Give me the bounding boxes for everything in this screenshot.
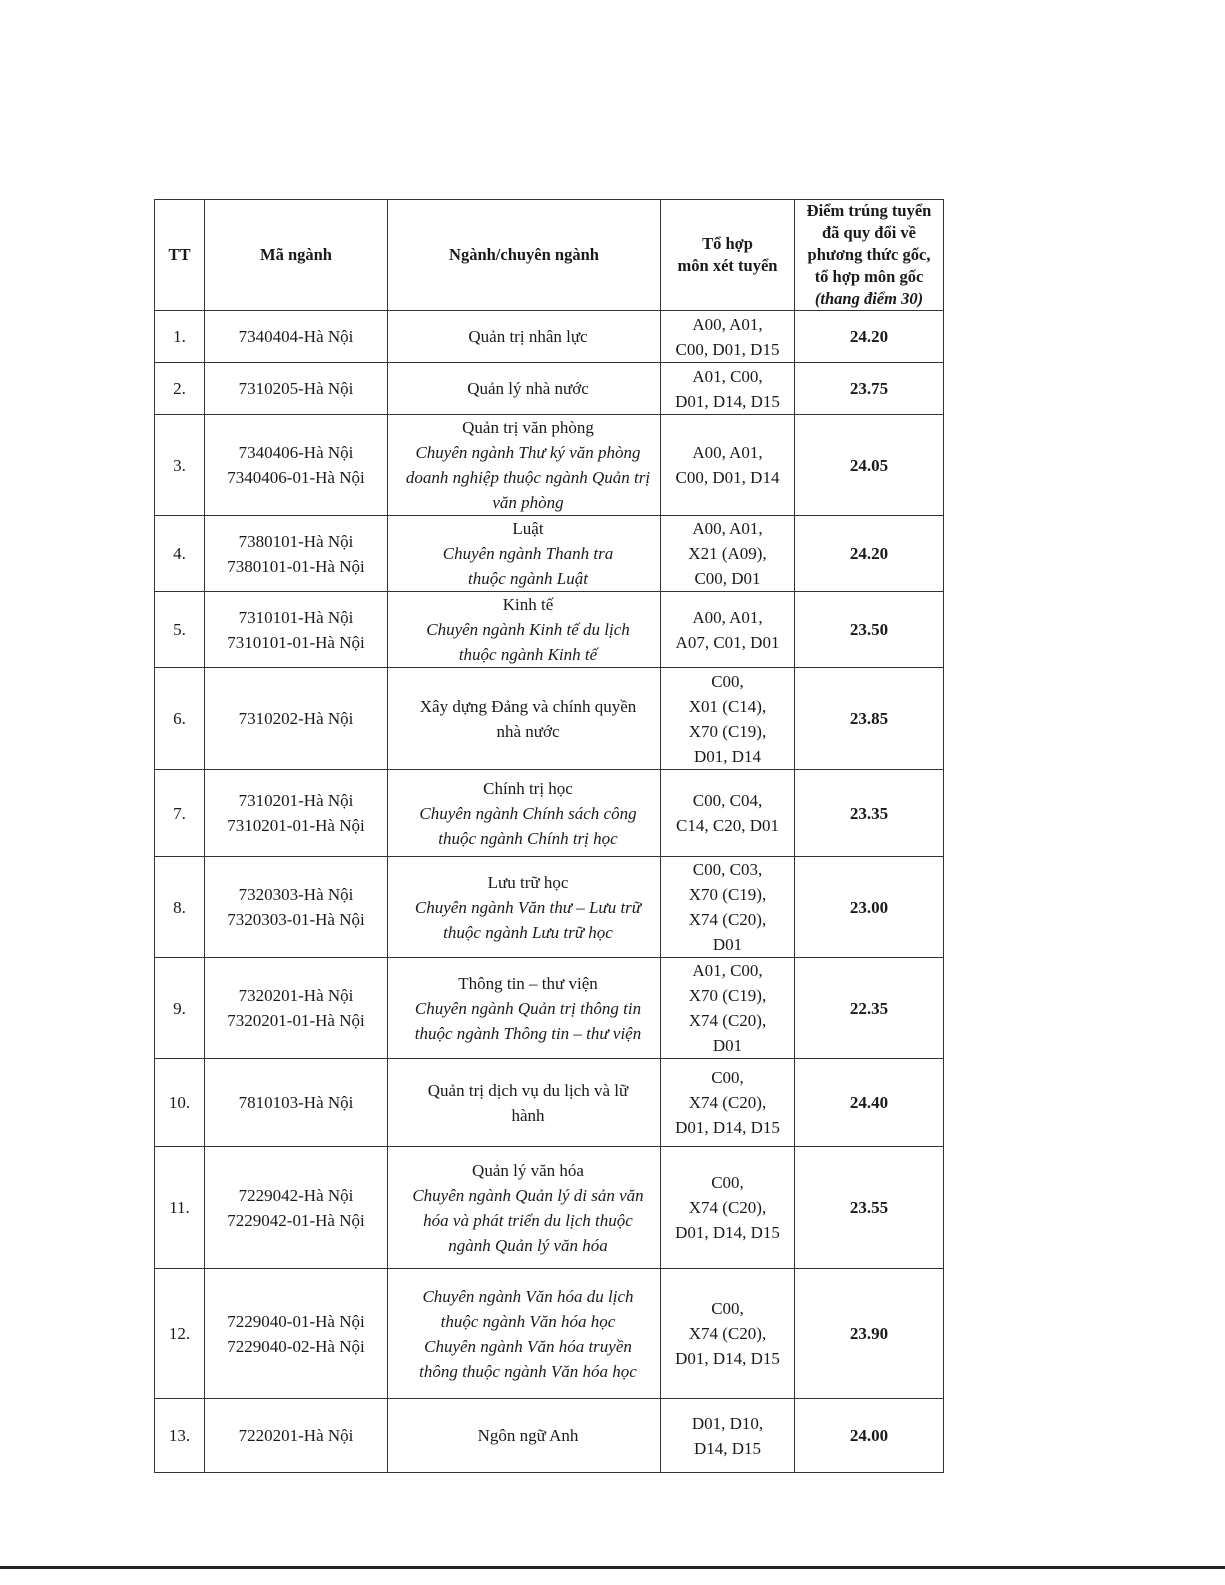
subject-combination-line: D01, D14, D15 [675,1349,780,1368]
subject-combination [661,1059,795,1147]
subject-combination-line: A01, C00, [692,366,763,386]
subject-combination-line: X74 (C20), [688,1198,767,1217]
major-code-line: 7229040-02-Hà Nội [227,1336,365,1356]
major-code [205,311,388,363]
row-number: 9. [155,958,205,1059]
major-name [388,592,661,668]
major-name-line: Quản lý nhà nước [467,379,589,398]
subject-combination [661,1147,795,1269]
specialization-line: thuộc ngành Thông tin – thư viện [414,1023,642,1043]
specialization-line: ngành Quản lý văn hóa [448,1235,608,1255]
specialization-line: hóa và phát triển du lịch thuộc [423,1210,633,1230]
subject-combination-line: A00, A01, [692,607,763,627]
major-name-line: Lưu trữ học [487,872,569,892]
major-code [205,668,388,770]
specialization-line: thuộc ngành Lưu trữ học [443,922,613,942]
subject-combination-line: A00, A01, [692,443,763,462]
subject-combination [661,415,795,516]
row-number: 12. [155,1269,205,1399]
subject-combination-line: D01, D14, D15 [675,1223,780,1242]
specialization-line: thông thuộc ngành Văn hóa học [419,1361,637,1381]
table-row [155,516,944,592]
major-name [388,415,661,516]
subject-combination-line: C00, C04, [692,791,763,810]
row-number: 6. [155,668,205,770]
subject-combination [661,311,795,363]
major-code [205,1147,388,1269]
major-code-line: 7340406-01-Hà Nội [227,468,365,487]
major-code-line: 7320201-Hà Nội [238,986,354,1005]
row-number: 5. [155,592,205,668]
subject-combination-line: D01, D10, [691,1413,764,1433]
major-name-line: Quản lý văn hóa [472,1160,584,1180]
header-score-line: tổ hợp môn gốc [814,267,924,286]
major-code-line: 7310201-01-Hà Nội [227,816,365,835]
admission-score: 23.00 [795,857,944,958]
subject-combination-line: D01 [712,935,743,954]
specialization-line: Chuyên ngành Quản trị thông tin [414,998,642,1018]
major-name [388,363,661,415]
table-header-row [155,200,944,311]
major-name-line: hành [511,1105,545,1125]
header-combo-line: Tổ hợp [702,234,753,253]
admission-score: 23.85 [795,668,944,770]
major-name [388,1269,661,1399]
major-code [205,857,388,958]
header-combo-line: môn xét tuyển [677,256,778,275]
subject-combination-line: D01, D14, D15 [675,391,780,411]
major-code-line: 7229040-01-Hà Nội [227,1311,365,1331]
specialization-line: thuộc ngành Chính trị học [438,828,618,848]
major-name-line: nhà nước [496,721,560,741]
subject-combination-line: D01, D14 [693,746,762,766]
subject-combination-line: D01, D14, D15 [675,1118,780,1137]
major-name-line: Luật [512,519,544,538]
specialization-line: thuộc ngành Văn hóa học [440,1311,616,1331]
row-number: 13. [155,1399,205,1473]
major-code [205,363,388,415]
subject-combination-line: X21 (A09), [688,544,767,563]
major-code-line: 7340404-Hà Nội [238,327,354,346]
table-row [155,592,944,668]
admission-score: 24.05 [795,415,944,516]
specialization-line: Chuyên ngành Quản lý di sản văn [412,1185,644,1205]
major-code-line: 7340406-Hà Nội [238,443,354,462]
table-row [155,311,944,363]
subject-combination-line: C00, [711,1068,744,1087]
subject-combination [661,668,795,770]
major-code [205,1269,388,1399]
table-row [155,857,944,958]
subject-combination-line: C00, [711,1299,744,1318]
subject-combination-line: X74 (C20), [688,1324,767,1343]
subject-combination-line: C00, D01, D15 [675,339,780,359]
specialization-line: Chuyên ngành Thanh tra [442,544,614,563]
table-row [155,668,944,770]
subject-combination-line: A01, C00, [692,961,763,980]
major-name [388,1147,661,1269]
admission-score: 23.75 [795,363,944,415]
subject-combination-line: C14, C20, D01 [676,816,779,835]
row-number: 2. [155,363,205,415]
row-number: 8. [155,857,205,958]
major-code [205,1059,388,1147]
subject-combination [661,857,795,958]
subject-combination-line: C00, D01, D14 [675,468,780,487]
header-score-line: phương thức gốc, [807,245,931,264]
major-name-line: Xây dựng Đảng và chính quyền [419,696,637,716]
subject-combination-line: D01 [712,1036,743,1055]
admission-score: 23.50 [795,592,944,668]
table-row [155,363,944,415]
major-code-line: 7320201-01-Hà Nội [227,1011,365,1030]
subject-combination [661,1269,795,1399]
subject-combination-line: C00, [711,671,744,691]
subject-combination-line: C00, C03, [692,860,763,879]
major-name [388,311,661,363]
page-bottom-rule [0,1566,1225,1569]
major-name-line: Quản trị nhân lực [468,327,588,346]
subject-combination-line: X74 (C20), [688,1011,767,1030]
specialization-line: văn phòng [492,493,564,512]
table-row [155,1147,944,1269]
row-number: 1. [155,311,205,363]
header-combo [661,200,795,311]
subject-combination-line: D14, D15 [693,1438,762,1458]
table-row [155,958,944,1059]
subject-combination-line: X74 (C20), [688,1093,767,1112]
table-row [155,1269,944,1399]
major-name [388,516,661,592]
specialization-line: Chuyên ngành Văn thư – Lưu trữ [414,897,642,917]
admission-score: 24.40 [795,1059,944,1147]
subject-combination-line: X74 (C20), [688,910,767,929]
subject-combination-line: X70 (C19), [688,721,767,741]
row-number: 4. [155,516,205,592]
major-name-line: Kinh tế [502,595,554,614]
major-code-line: 7310101-01-Hà Nội [227,632,365,652]
subject-combination-line: X70 (C19), [688,885,767,904]
subject-combination-line: C00, D01 [694,569,761,588]
admission-score: 24.20 [795,311,944,363]
table-row [155,415,944,516]
header-score [795,200,944,311]
major-name [388,1399,661,1473]
table-body [155,311,944,1473]
subject-combination-line: X70 (C19), [688,986,767,1005]
header-major: Ngành/chuyên ngành [388,200,661,311]
major-code [205,516,388,592]
row-number: 3. [155,415,205,516]
subject-combination [661,363,795,415]
major-code-line: 7310205-Hà Nội [238,379,354,398]
subject-combination [661,770,795,857]
major-name-line: Quản trị dịch vụ du lịch và lữ [427,1080,629,1100]
major-name-line: Ngôn ngữ Anh [477,1426,579,1445]
row-number: 11. [155,1147,205,1269]
subject-combination-line: X01 (C14), [688,696,767,716]
major-name [388,668,661,770]
admission-score: 22.35 [795,958,944,1059]
major-code [205,415,388,516]
major-code-line: 7229042-01-Hà Nội [227,1210,365,1230]
subject-combination-line: A00, A01, [692,519,763,538]
header-score-scale: (thang điểm 30) [814,289,924,308]
subject-combination [661,516,795,592]
major-code-line: 7810103-Hà Nội [238,1093,354,1112]
major-name [388,770,661,857]
major-name-line: Quản trị văn phòng [462,418,594,437]
admission-score: 24.00 [795,1399,944,1473]
major-code [205,770,388,857]
major-code-line: 7220201-Hà Nội [238,1426,354,1445]
major-code-line: 7310201-Hà Nội [238,791,354,810]
table-row [155,1399,944,1473]
subject-combination [661,1399,795,1473]
specialization-line: thuộc ngành Kinh tế [458,645,598,664]
major-name [388,958,661,1059]
header-score-line: đã quy đổi về [822,223,916,242]
major-name [388,857,661,958]
subject-combination [661,592,795,668]
specialization-line: doanh nghiệp thuộc ngành Quản trị [405,468,651,487]
header-code: Mã ngành [205,200,388,311]
major-code [205,592,388,668]
specialization-line: Chuyên ngành Văn hóa truyền [424,1336,632,1356]
major-name-line: Thông tin – thư viện [458,973,598,993]
table-row [155,1059,944,1147]
major-code-line: 7310101-Hà Nội [238,607,354,627]
major-code-line: 7320303-01-Hà Nội [227,910,365,929]
table-row [155,770,944,857]
header-score-line: Điểm trúng tuyển [806,201,932,220]
admission-score: 23.55 [795,1147,944,1269]
subject-combination-line: C00, [711,1173,744,1192]
row-number: 10. [155,1059,205,1147]
specialization-line: Chuyên ngành Văn hóa du lịch [422,1286,634,1306]
specialization-line: thuộc ngành Luật [468,569,588,588]
admission-score: 24.20 [795,516,944,592]
subject-combination-line: A00, A01, [692,314,763,334]
major-code-line: 7310202-Hà Nội [238,709,354,728]
subject-combination-line: A07, C01, D01 [675,632,780,652]
major-name [388,1059,661,1147]
admission-score: 23.90 [795,1269,944,1399]
major-code-line: 7229042-Hà Nội [238,1185,354,1205]
major-code-line: 7380101-01-Hà Nội [227,556,365,576]
specialization-line: Chuyên ngành Thư ký văn phòng [415,443,641,462]
major-code-line: 7320303-Hà Nội [238,885,354,904]
major-name-line: Chính trị học [483,778,573,798]
header-tt: TT [155,200,205,311]
major-code [205,958,388,1059]
specialization-line: Chuyên ngành Chính sách công [419,803,637,823]
admission-score-table [154,199,944,1473]
major-code-line: 7380101-Hà Nội [238,531,354,551]
specialization-line: Chuyên ngành Kinh tế du lịch [426,620,630,639]
row-number: 7. [155,770,205,857]
major-code [205,1399,388,1473]
admission-score: 23.35 [795,770,944,857]
subject-combination [661,958,795,1059]
